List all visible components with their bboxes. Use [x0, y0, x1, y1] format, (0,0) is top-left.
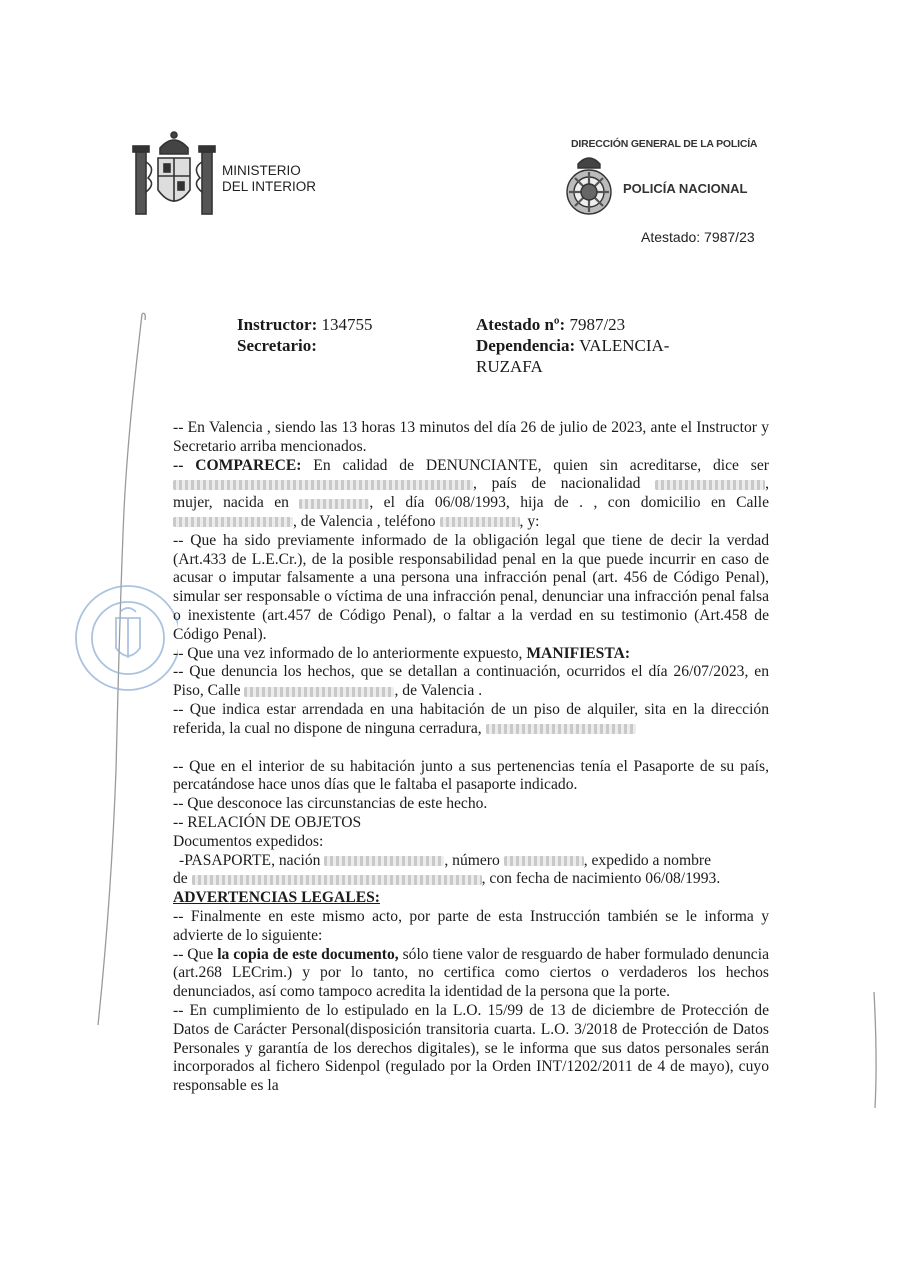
paragraph-desconoce: -- Que desconoce las circunstancias de este hecho.	[173, 795, 488, 813]
dependencia-label: Dependencia:	[476, 336, 576, 355]
ministry-line-2: DEL INTERIOR	[222, 179, 317, 194]
paragraph-finalmente: -- Finalmente en este mismo acto, por parte de esta Instrucción también se le informa y advierte de lo siguiente:	[173, 907, 769, 944]
paragraph-proteccion-datos: -- En cumplimiento de lo estipulado en la L.O. 15/99 de 13 de diciembre de Protección de Datos de Carácter Personal(disposición transitoria cuarta. L.O. 3/2018 de Protección de Datos Personales y garantía de los derechos digitales), se le informa que sus datos personales serán incorporados al fichero Sidenpol (regulado por la Orden INT/1202/2011 de 4 de mayo), cuyo responsable es la	[173, 1001, 769, 1095]
redacted-passport-number	[504, 856, 584, 866]
secretario-label: Secretario:	[237, 336, 317, 355]
pasaporte-item-e: , con fecha de nacimiento 06/08/1993.	[481, 870, 721, 888]
atestado-value: 7987/23	[569, 315, 626, 334]
atestado-row	[476, 314, 625, 335]
atestado-reference-top: Atestado: 7987/23	[641, 229, 755, 245]
comisaria-stamp-icon	[66, 578, 178, 698]
comparece-text-b: , país de nacionalidad	[473, 475, 641, 493]
manifiesta-label: MANIFIESTA:	[526, 644, 631, 662]
paragraph-pasaporte-item	[173, 852, 769, 871]
section-advertencias	[173, 889, 769, 908]
copia-text-b: la copia de este documento,	[217, 945, 399, 963]
arrendada-text: -- Que indica estar arrendada en una habitación de un piso de alquiler, sita en la dirección referida, la cual no dispone de ninguna cerradura,	[173, 700, 769, 737]
hechos-text-b: , de Valencia .	[394, 682, 483, 700]
advertencias-label: ADVERTENCIAS LEGALES:	[173, 889, 380, 907]
redacted-name	[173, 480, 473, 490]
redacted-detail	[486, 724, 636, 734]
pasaporte-item-d: de	[173, 870, 188, 888]
dependencia-value-1: VALENCIA-	[579, 336, 670, 355]
copia-text-a: -- Que	[173, 945, 214, 963]
pasaporte-item-c: , expedido a nombre	[583, 851, 712, 869]
dependencia-row	[476, 335, 669, 356]
redacted-holder-name	[192, 875, 482, 885]
redacted-street	[244, 687, 394, 697]
comparece-text-e: , de Valencia , teléfono	[293, 512, 436, 530]
instructor-value: 134755	[321, 315, 373, 334]
paragraph-manifiesta	[173, 645, 769, 664]
atestado-label: Atestado nº:	[476, 315, 566, 334]
redacted-country	[324, 856, 444, 866]
paragraph-opening: -- En Valencia , siendo las 13 horas 13 minutos del día 26 de julio de 2023, ante el Instructor y Secretario arriba mencionados.	[173, 419, 769, 455]
ministry-line-1: MINISTERIO	[222, 163, 301, 178]
copia-text-c: sólo tiene valor de resguardo de haber formulado denuncia (art.268 LECrim.) y por lo tanto, no certifica como ciertos o verdaderos los hechos denunciados, así como tampoco acredita la identidad de la persona que la porte.	[173, 945, 769, 1001]
instructor-row	[237, 314, 373, 335]
section-relacion-objetos: -- RELACIÓN DE OBJETOS	[173, 813, 362, 831]
spain-coat-of-arms-icon	[128, 128, 220, 224]
policia-nacional-label: POLICÍA NACIONAL	[623, 181, 748, 196]
comparece-text-a: En calidad de DENUNCIANTE, quien sin acreditarse, dice ser	[313, 456, 769, 474]
secretario-row	[237, 335, 317, 356]
hechos-text-a: -- Que denuncia los hechos, que se detallan a continuación, ocurridos el día 26/07/2023, en Piso, Calle	[173, 663, 769, 700]
redacted-nationality	[655, 480, 765, 490]
paragraph-copia	[173, 946, 769, 1002]
paragraph-pasaporte-holder	[173, 870, 769, 889]
redacted-birthplace	[299, 499, 369, 509]
paragraph-hechos	[173, 663, 769, 701]
policia-nacional-badge-icon	[558, 150, 620, 222]
paragraph-legal-obligation: -- Que ha sido previamente informado de la obligación legal que tiene de decir la verdad (Art.433 de L.E.Cr.), de la posible responsabilidad penal en la que puede incurrir en caso de acusar o imputar falsamente a una persona una infracción penal (art. 456 de Código Penal), simular ser responsable o víctima de una infracción penal, denunciar una infracción penal falsa o inexistente (art.457 de Código Penal), o faltar a la verdad en su testimonio (Art.458 de Código Penal).	[173, 531, 769, 643]
comparece-text-f: , y:	[519, 512, 540, 530]
manifiesta-text: -- Que una vez informado de lo anteriormente expuesto,	[173, 644, 523, 662]
pasaporte-item-b: , número	[444, 851, 500, 869]
comparece-label: -- COMPARECE:	[173, 456, 302, 474]
paragraph-comparece	[173, 457, 769, 532]
redacted-address	[173, 517, 293, 527]
documentos-expedidos-label: Documentos expedidos:	[173, 832, 324, 850]
instructor-label: Instructor:	[237, 315, 318, 334]
right-margin-line	[868, 990, 888, 1110]
pasaporte-item-a: -PASAPORTE, nación	[179, 851, 321, 869]
denuncia-body	[173, 419, 769, 1096]
paragraph-arrendada	[173, 701, 769, 739]
ministry-name	[222, 163, 316, 195]
comparece-text-d: , el día 06/08/1993, hija de . , con domicilio en Calle	[369, 494, 770, 512]
paragraph-pasaporte: -- Que en el interior de su habitación junto a sus pertenencias tenía el Pasaporte de su país, percatándose hace unos días que le faltaba el pasaporte indicado.	[173, 757, 769, 794]
redacted-phone	[440, 517, 520, 527]
dependencia-value-2: RUZAFA	[476, 357, 543, 376]
comparece-text-c: , mujer, nacida en	[173, 475, 769, 512]
dgp-title: DIRECCIÓN GENERAL DE LA POLICÍA	[571, 138, 758, 150]
